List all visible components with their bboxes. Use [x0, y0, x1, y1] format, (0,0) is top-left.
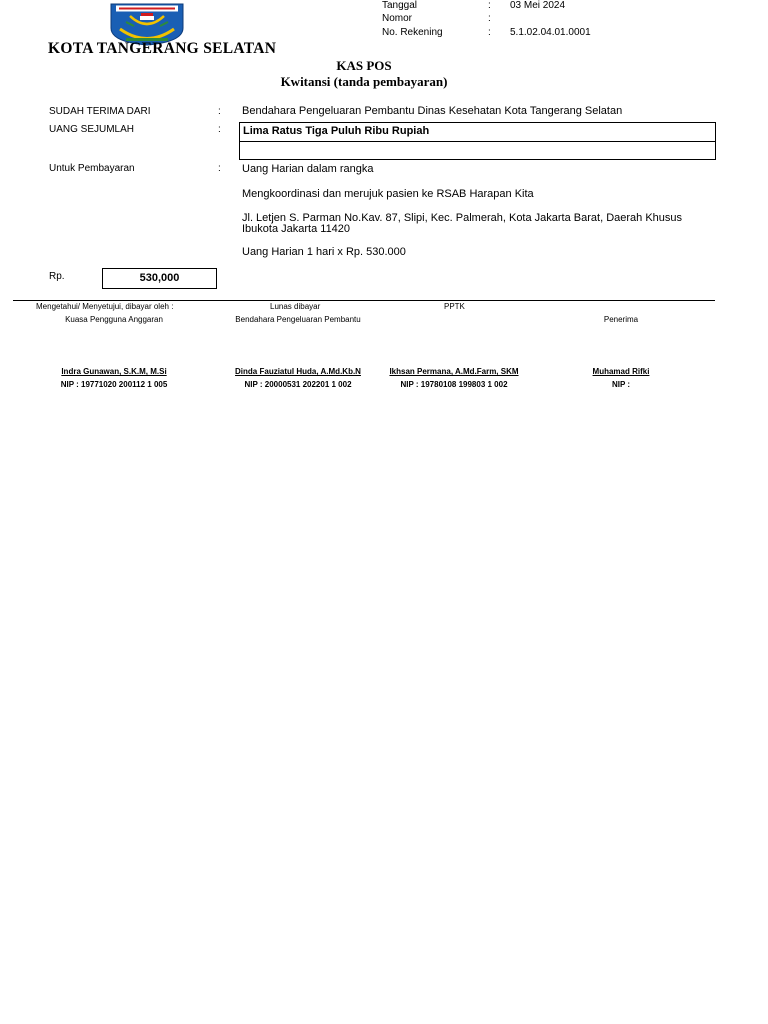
sejumlah-value: Lima Ratus Tiga Puluh Ribu Rupiah: [243, 125, 430, 137]
signer-name-4: Muhamad Rifki: [592, 367, 650, 376]
tanggal-value: 03 Mei 2024: [510, 0, 566, 11]
signature-divider: [13, 300, 715, 301]
sejumlah-divider: [240, 141, 715, 142]
amount-box: [102, 268, 217, 289]
untuk-line3a: Jl. Letjen S. Parman No.Kav. 87, Slipi, Kec. Palmerah, Kota Jakarta Barat, Daerah Khusus: [242, 212, 683, 224]
rekening-value: 5.1.02.04.01.0001: [510, 27, 591, 38]
rekening-colon: :: [488, 27, 491, 38]
signer-nip-4: NIP :: [611, 380, 631, 389]
nomor-label: Nomor: [382, 13, 413, 24]
role-kuasa: Kuasa Pengguna Anggaran: [65, 315, 163, 324]
dari-colon: :: [218, 106, 221, 117]
tanggal-colon: :: [488, 0, 491, 11]
doc-title: KAS POS: [336, 58, 392, 73]
sejumlah-colon: :: [218, 124, 221, 135]
org-name: KOTA TANGERANG SELATAN: [48, 40, 277, 57]
amount-value: 530,000: [139, 272, 180, 284]
sejumlah-box: [239, 122, 716, 160]
untuk-line2: Mengkoordinasi dan merujuk pasien ke RSAB Harapan Kita: [242, 188, 534, 200]
untuk-label: Untuk Pembayaran: [49, 163, 135, 174]
untuk-line4: Uang Harian 1 hari x Rp. 530.000: [242, 246, 406, 258]
tanggal-label: Tanggal: [382, 0, 418, 11]
signer-name-2: Dinda Fauziatul Huda, A.Md.Kb.N: [235, 367, 361, 376]
rekening-label: No. Rekening: [382, 27, 443, 38]
nomor-colon: :: [488, 13, 491, 24]
signer-name-3: Ikhsan Permana, A.Md.Farm, SKM: [389, 367, 519, 376]
role-penerima: Penerima: [603, 315, 639, 324]
sig-header-left: Mengetahui/ Menyetujui, dibayar oleh :: [36, 302, 174, 311]
dari-value: Bendahara Pengeluaran Pembantu Dinas Kesehatan Kota Tangerang Selatan: [242, 105, 623, 117]
signer-nip-1: NIP : 19771020 200112 1 005: [60, 380, 168, 389]
sejumlah-label: UANG SEJUMLAH: [49, 124, 135, 135]
rp-label: Rp.: [49, 271, 65, 282]
untuk-line1: Uang Harian dalam rangka: [242, 163, 374, 175]
signer-nip-3: NIP : 19780108 199803 1 002: [400, 380, 508, 389]
dari-label: SUDAH TERIMA DARI: [49, 106, 151, 117]
signer-name-1: Indra Gunawan, S.K.M, M.Si: [61, 367, 167, 376]
doc-subtitle: Kwitansi (tanda pembayaran): [280, 74, 448, 89]
sig-header-mid: Lunas dibayar: [270, 302, 321, 311]
role-bendahara: Bendahara Pengeluaran Pembantu: [235, 315, 361, 324]
signer-nip-2: NIP : 20000531 202201 1 002: [244, 380, 352, 389]
sig-header-right: PPTK: [444, 302, 465, 311]
untuk-line3b: Ibukota Jakarta 11420: [242, 223, 351, 235]
untuk-colon: :: [218, 163, 221, 174]
